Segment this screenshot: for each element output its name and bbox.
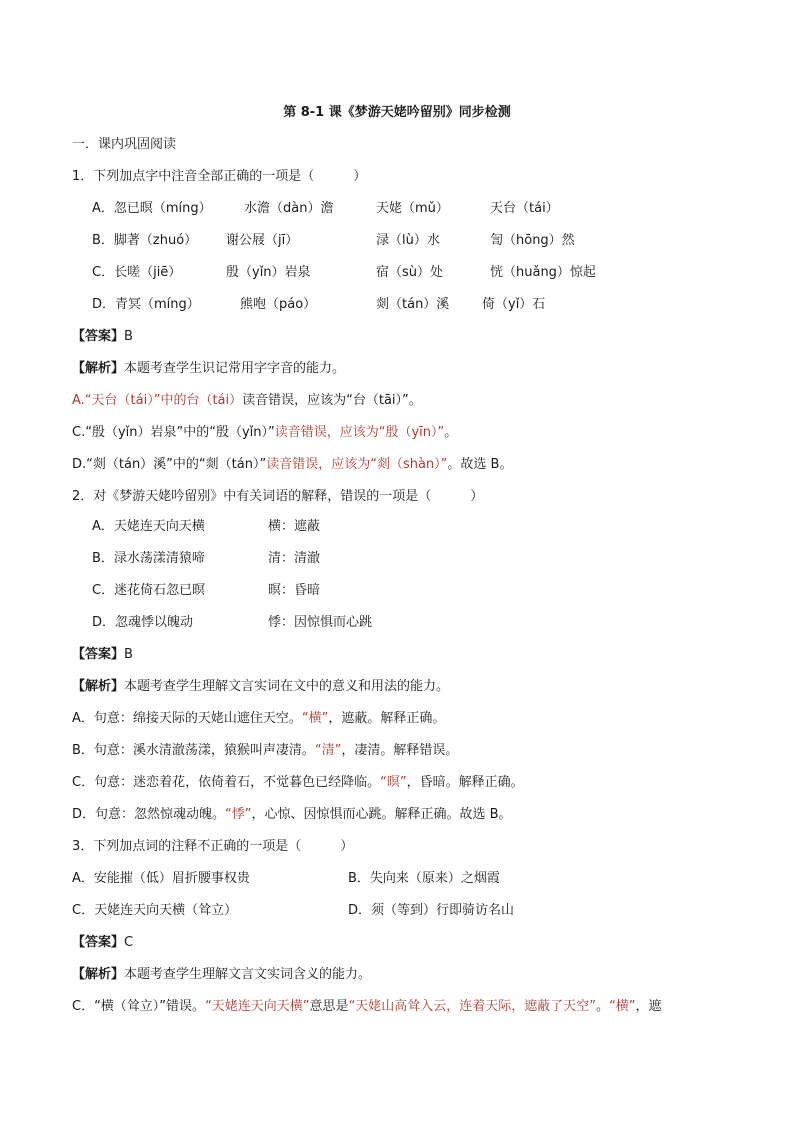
analysis-text: 本题考查学生理解文言实词在文中的意义和用法的能力。: [124, 679, 450, 694]
question-3-explanation-c: [72, 998, 732, 1016]
question-2-answer: [72, 646, 133, 664]
option-cell: 熊咆（páo）: [240, 297, 317, 312]
explanation-part: 读音错误，应该为“台（tāi）”。: [242, 393, 422, 408]
question-1-answer: [72, 328, 133, 346]
answer-value: B: [124, 329, 133, 344]
question-1-explanation-c: [72, 424, 457, 442]
option-cell: C．长嗟（jiē）: [92, 265, 182, 280]
option-cell: 殷（yǐn）岩泉: [226, 265, 311, 280]
explanation-part: ，遮蔽。解释正确。: [328, 711, 446, 726]
explanation-part: A.: [72, 393, 85, 408]
option-cell: 天姥（mǔ）: [376, 201, 449, 216]
explanation-part: 读音错误，应该为“殷（yīn）”: [274, 425, 445, 440]
option-cell: 恍（huǎng）惊起: [490, 265, 596, 280]
explanation-part: “暝”: [380, 775, 407, 790]
explanation-part: B．句意：溪水清澈荡漾，猿猴叫声凄清。: [72, 743, 315, 758]
option-cell: 渌（lù）水: [376, 233, 440, 248]
explanation-part: “天台（tái）”中的台（tái）: [84, 393, 243, 408]
answer-value: C: [124, 935, 134, 950]
explanation-part: 。: [596, 999, 610, 1014]
question-2-stem: 2．对《梦游天姥吟留别》中有关词语的解释，错误的一项是（ ）: [72, 489, 484, 504]
question-3-answer: [72, 934, 133, 952]
option-cell: C．迷花倚石忽已暝: [92, 583, 206, 598]
question-2-explanation-d: [72, 806, 512, 824]
option-cell: D．须（等到）行即骑访名山: [348, 903, 515, 918]
question-1-explanation-a: [72, 392, 422, 410]
explanation-part: ，心惊、因惊惧而心跳。解释正确。故选 B。: [251, 807, 512, 822]
explanation-part: 。: [444, 425, 458, 440]
option-cell: D．青冥（míng）: [92, 297, 200, 312]
option-cell: 倚（yǐ）石: [482, 297, 546, 312]
answer-value: B: [124, 647, 133, 662]
option-cell: 訇（hōng）然: [490, 233, 575, 248]
question-2-explanation-b: [72, 742, 458, 760]
question-2-explanation-c: [72, 774, 524, 792]
explanation-part: “悸”: [225, 807, 252, 822]
option-cell: B．脚著（zhuó）: [92, 233, 198, 248]
question-3-stem: 3．下列加点词的注释不正确的一项是（ ）: [72, 839, 354, 854]
explanation-part: D.“剡（tán）溪”中的“剡（tán）”: [72, 457, 267, 472]
option-cell: 剡（tán）溪: [376, 297, 450, 312]
analysis-text: 本题考查学生识记常用字字音的能力。: [124, 361, 346, 376]
explanation-part: C．“横（耸立）”错误。: [72, 999, 206, 1014]
option-cell: B．渌水荡漾清猿啼: [92, 551, 205, 566]
question-1-explanation-d: [72, 456, 512, 474]
question-1-analysis: [72, 360, 345, 378]
analysis-text: 本题考查学生理解文言文实词含义的能力。: [124, 967, 372, 982]
option-cell: D．忽魂悸以魄动: [92, 615, 194, 630]
option-cell: 清：清澈: [268, 551, 321, 566]
explanation-part: C.“殷（yǐn）岩泉”中的“殷（yǐn）”: [72, 425, 275, 440]
answer-tag: 【答案】: [72, 647, 125, 662]
question-3-analysis: [72, 966, 371, 984]
explanation-part: ，凄清。解释错误。: [341, 743, 459, 758]
explanation-part: 读音错误，应该为“剡（shàn）”: [266, 457, 448, 472]
explanation-part: ，遮: [635, 999, 662, 1014]
analysis-tag: 【解析】: [72, 679, 125, 694]
option-cell: A．安能摧（低）眉折腰事权贵: [72, 871, 250, 886]
answer-tag: 【答案】: [72, 329, 125, 344]
option-cell: 天台（tái）: [490, 201, 559, 216]
option-cell: A．天姥连天向天横: [92, 519, 205, 534]
option-cell: 横：遮蔽: [268, 519, 321, 534]
section-heading: 一．课内巩固阅读: [72, 137, 177, 152]
analysis-tag: 【解析】: [72, 967, 125, 982]
explanation-part: “横”: [609, 999, 636, 1014]
analysis-tag: 【解析】: [72, 361, 125, 376]
option-cell: 谢公屐（jī）: [226, 233, 299, 248]
question-2-explanation-a: [72, 710, 445, 728]
option-cell: C．天姥连天向天横（耸立）: [72, 903, 238, 918]
question-1-stem: 1．下列加点字中注音全部正确的一项是（ ）: [72, 169, 367, 184]
option-cell: 宿（sù）处: [376, 265, 444, 280]
option-cell: A．忽已暝（míng）: [92, 201, 212, 216]
explanation-part: “清”: [314, 743, 342, 758]
explanation-part: “横”: [301, 711, 329, 726]
option-cell: 暝：昏暗: [268, 583, 321, 598]
explanation-part: ，昏暗。解释正确。: [406, 775, 524, 790]
explanation-part: C．句意：迷恋着花，依倚着石，不觉暮色已经降临。: [72, 775, 381, 790]
option-cell: B．失向来（原来）之烟霞: [348, 871, 500, 886]
explanation-part: “天姥连天向天横”: [205, 999, 310, 1014]
option-cell: 水澹（dàn）澹: [244, 201, 334, 216]
page-title: 第 8-1 课《梦游天姥吟留别》同步检测: [283, 105, 511, 120]
explanation-part: 意思是: [309, 999, 349, 1014]
answer-tag: 【答案】: [72, 935, 125, 950]
explanation-part: D．句意：忽然惊魂动魄。: [72, 807, 226, 822]
explanation-part: 。故选 B。: [447, 457, 513, 472]
explanation-part: “天姥山高耸入云，连着天际，遮蔽了天空”: [348, 999, 597, 1014]
option-cell: 悸：因惊惧而心跳: [268, 615, 373, 630]
question-2-analysis: [72, 678, 449, 696]
explanation-part: A．句意：绵接天际的天姥山遮住天空。: [72, 711, 302, 726]
